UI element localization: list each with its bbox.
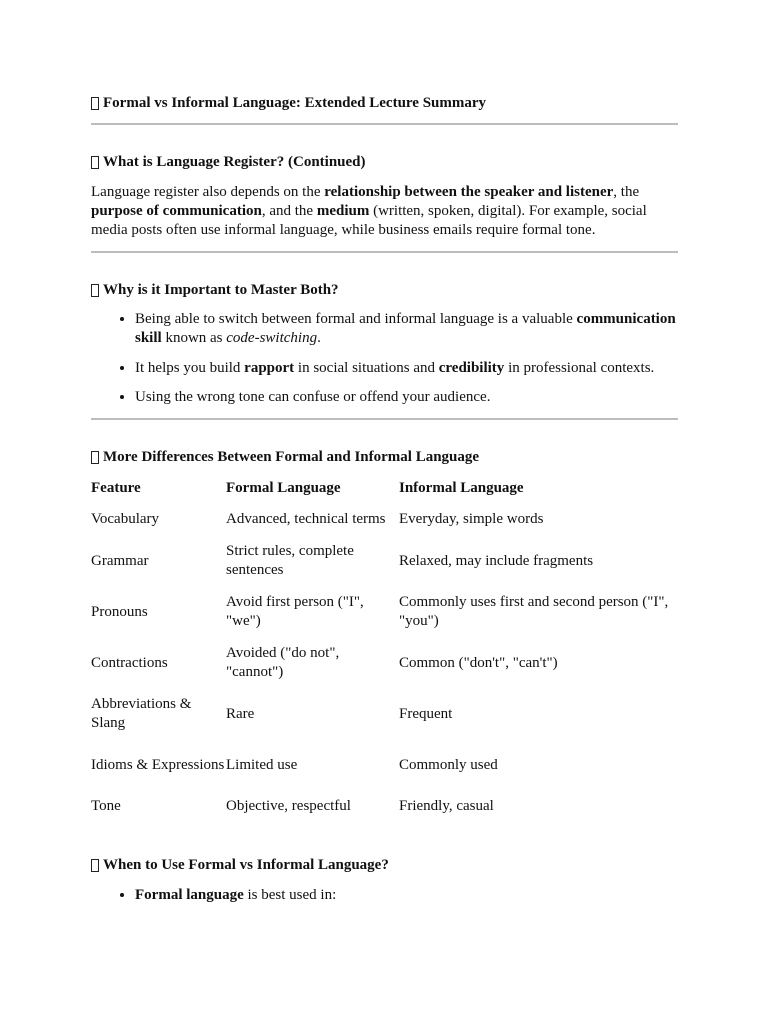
text-run: known as (161, 330, 227, 346)
bold-run: credibility (438, 360, 505, 376)
table-cell: Commonly uses first and second person ("I", "you") (399, 594, 669, 629)
table-cell: Rare (226, 705, 255, 722)
table-row (91, 797, 678, 816)
table-row (91, 593, 678, 631)
table-cell: Avoid first person ("I", "we") (226, 594, 364, 629)
document-title (91, 94, 678, 113)
text-run: , the (613, 184, 640, 200)
emoji-placeholder-icon (91, 97, 99, 110)
text-run: (written, spoken, digital). For example, social media posts often use informal language, while business emails require formal tone. (91, 203, 647, 238)
text-run: Being able to switch between formal and informal language is a valuable (135, 311, 577, 327)
text-run: . (317, 330, 321, 346)
table-row (91, 746, 678, 784)
emoji-placeholder-icon (91, 156, 99, 169)
table-cell: Abbreviations & Slang (91, 696, 192, 731)
table-cell: Grammar (91, 552, 149, 569)
list-item (135, 886, 678, 905)
table-cell: Tone (91, 798, 121, 814)
table-cell: Limited use (226, 756, 298, 773)
table-cell: Contractions (91, 654, 168, 671)
emoji-placeholder-icon (91, 284, 99, 297)
text-run: Using the wrong tone can confuse or offend your audience. (135, 389, 491, 405)
italic-run: code-switching (226, 330, 318, 346)
table-header-cell: Formal Language (226, 480, 341, 496)
section-heading-text: What is Language Register? (Continued) (103, 154, 366, 170)
table-cell: Idioms & Expressions (91, 756, 225, 773)
bold-run: rapport (244, 360, 295, 376)
text-run: in professional contexts. (504, 360, 655, 376)
differences-table (91, 479, 678, 816)
table-cell: Commonly used (399, 756, 498, 773)
table-cell: Objective, respectful (226, 798, 351, 814)
importance-list (91, 310, 678, 407)
table-row (91, 542, 678, 580)
register-paragraph (91, 183, 678, 240)
section-heading-text: More Differences Between Formal and Informal Language (103, 449, 480, 465)
emoji-placeholder-icon (91, 451, 99, 464)
text-run: It helps you build (135, 360, 245, 376)
bold-run: medium (316, 203, 370, 219)
table-row (91, 644, 678, 682)
document-title-text: Formal vs Informal Language: Extended Lecture Summary (103, 95, 487, 111)
section-heading-usage (91, 856, 678, 875)
table-cell: Avoided ("do not", "cannot") (226, 645, 340, 680)
table-cell: Frequent (399, 705, 453, 722)
bold-run: relationship between the speaker and listener (324, 184, 614, 200)
section-heading-importance (91, 281, 678, 300)
usage-list (91, 886, 678, 905)
text-run: is best used in: (243, 887, 337, 903)
section-heading-text: When to Use Formal vs Informal Language? (103, 857, 389, 873)
text-run: , and the (261, 203, 317, 219)
table-row (91, 510, 678, 529)
bold-run: purpose of communication (91, 203, 262, 219)
table-cell: Relaxed, may include fragments (399, 552, 594, 569)
table-cell: Everyday, simple words (399, 511, 544, 527)
bold-run: communication skill (135, 311, 676, 346)
table-cell: Common ("don't", "can't") (399, 654, 558, 671)
table-cell: Vocabulary (91, 511, 160, 527)
table-cell: Advanced, technical terms (226, 511, 386, 527)
section-heading-register (91, 153, 678, 172)
list-item (135, 359, 678, 378)
table-cell: Strict rules, complete sentences (226, 543, 354, 578)
emoji-placeholder-icon (91, 859, 99, 872)
table-row (91, 695, 678, 733)
table-header-cell: Informal Language (399, 480, 524, 496)
document-content (91, 94, 678, 905)
section-heading-text: Why is it Important to Master Both? (103, 282, 339, 298)
bold-run: Formal language (135, 887, 244, 903)
table-cell: Friendly, casual (399, 798, 494, 814)
list-item (135, 388, 678, 407)
text-run: Language register also depends on the (91, 184, 325, 200)
table-header-cell: Feature (91, 480, 141, 496)
text-run: in social situations and (294, 360, 439, 376)
section-heading-differences (91, 448, 678, 467)
table-header-row (91, 479, 678, 498)
list-item (135, 310, 678, 348)
table-cell: Pronouns (91, 603, 148, 620)
